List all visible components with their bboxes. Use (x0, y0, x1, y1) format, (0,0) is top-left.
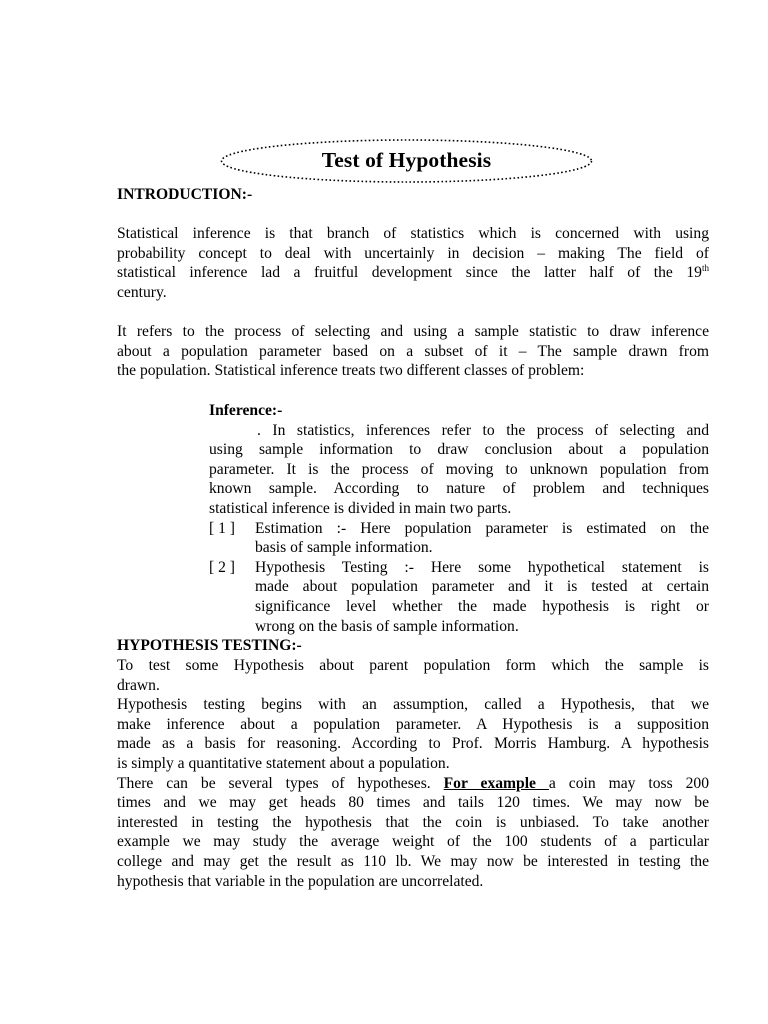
text-line: It refers to the process of selecting and using a sample statistic to draw inference (117, 323, 709, 340)
text-span: There can be several types of hypotheses. (117, 774, 444, 792)
text-line: wrong on the basis of sample information. (255, 617, 519, 635)
title-oval (219, 138, 594, 184)
text-line: century. (117, 283, 167, 301)
list-item-body (255, 558, 709, 636)
text-line: Estimation :- Here population parameter is estimated on the (255, 519, 709, 537)
list-item-hypothesis-testing (209, 558, 709, 636)
text-span: statistical inference lad a fruitful development since the latter half of the 19 (117, 264, 702, 282)
introduction-heading: INTRODUCTION:- (117, 186, 253, 203)
text-line: Hypothesis testing begins with an assumption, called a Hypothesis, that we (117, 696, 709, 714)
text-line: using sample information to draw conclusion about a population (209, 441, 709, 459)
text-line (117, 774, 709, 794)
text-line: drawn. (117, 676, 160, 694)
text-line: significance level whether the made hypothesis is right or (255, 597, 709, 615)
list-item-number: [ 2 ] (209, 558, 235, 576)
inference-section (209, 401, 709, 636)
text-line: college and may get the result as 110 lb. We may now be interested in testing the (117, 852, 709, 870)
list-item-number: [ 1 ] (209, 519, 235, 537)
text-line: about a population parameter based on a subset of it – The sample drawn from (117, 342, 709, 360)
text-line: basis of sample information. (255, 539, 433, 557)
hypothesis-testing-heading: HYPOTHESIS TESTING:- (117, 637, 302, 654)
text-line: parameter. It is the process of moving to unknown population from (209, 460, 709, 478)
text-line: made as a basis for reasoning. According to Prof. Morris Hamburg. A hypothesis (117, 735, 709, 753)
page-title: Test of Hypothesis (321, 148, 492, 173)
text-line (117, 263, 709, 283)
text-line: probability concept to deal with uncertainly in decision – making The field of (117, 244, 709, 262)
text-line: To test some Hypothesis about parent population form which the sample is (117, 657, 709, 674)
text-line: the population. Statistical inference treats two different classes of problem: (117, 362, 585, 380)
text-line: made about population parameter and it is tested at certain (255, 578, 709, 596)
for-example-label: For example (443, 774, 549, 792)
list-item-estimation (209, 519, 709, 558)
text-line: Statistical inference is that branch of statistics which is concerned with using (117, 225, 709, 242)
text-line: is simply a quantitative statement about a population. (117, 754, 450, 772)
inference-heading: Inference:- (209, 402, 283, 419)
text-line: known sample. According to nature of problem and techniques (209, 480, 709, 498)
text-span: a coin may toss 200 (548, 774, 709, 792)
introduction-paragraph-2 (117, 322, 709, 381)
text-line: hypothesis that variable in the population are uncorrelated. (117, 872, 484, 890)
superscript: th (701, 263, 709, 274)
hypothesis-testing-body (117, 656, 709, 891)
text-line: Hypothesis Testing :- Here some hypothetical statement is (255, 558, 709, 576)
text-line: interested in testing the hypothesis that the coin is unbiased. To take another (117, 813, 709, 831)
text-line: times and we may get heads 80 times and tails 120 times. We may now be (117, 794, 709, 812)
text-line: . In statistics, inferences refer to the process of selecting and (257, 421, 709, 439)
text-line: example we may study the average weight of the 100 students of a particular (117, 833, 709, 851)
text-line: statistical inference is divided in main two parts. (209, 499, 512, 517)
text-line: make inference about a population parameter. A Hypothesis is a supposition (117, 715, 709, 733)
introduction-paragraph-1 (117, 224, 709, 302)
list-item-body (255, 519, 709, 558)
